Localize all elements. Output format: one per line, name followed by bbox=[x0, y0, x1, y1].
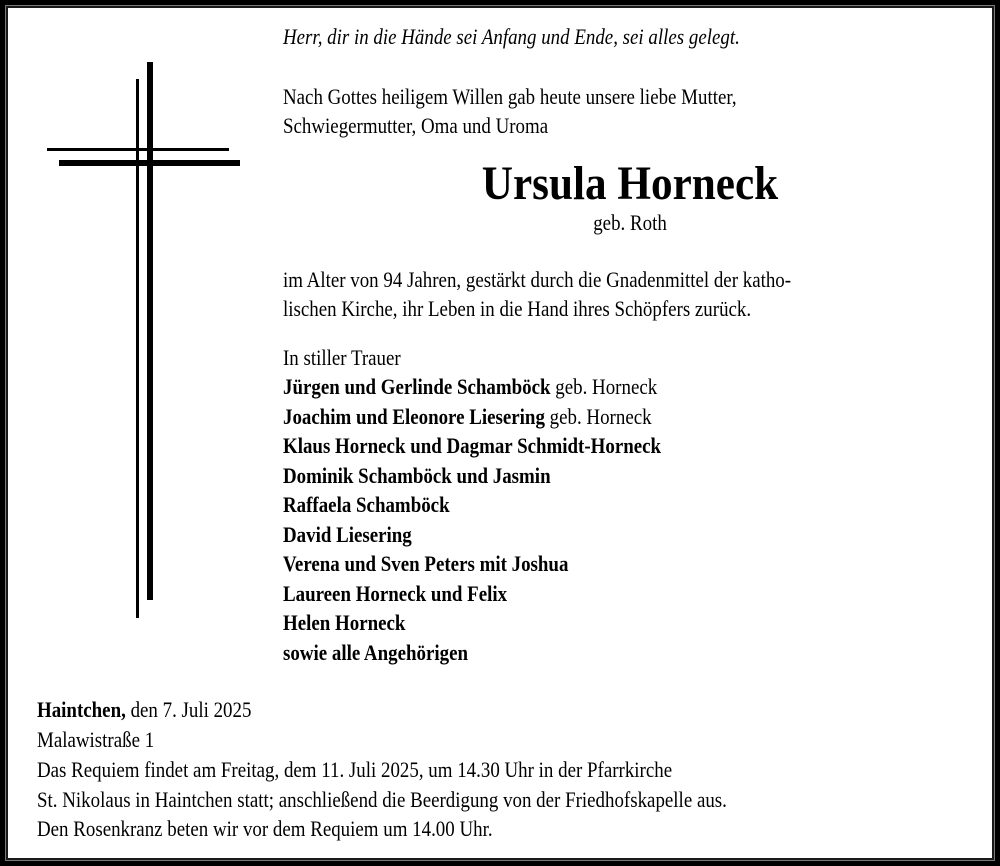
epigraph: Herr, dir in die Hände sei Anfang und Ende, sei alles gelegt. bbox=[283, 24, 740, 49]
mourner-name: Laureen Horneck und Felix bbox=[283, 581, 508, 606]
mourner-name: Klaus Horneck und Dagmar Schmidt-Horneck bbox=[283, 433, 662, 458]
place-date bbox=[37, 697, 251, 723]
mourning-heading: In stiller Trauer bbox=[283, 345, 401, 370]
address: Malawistraße 1 bbox=[37, 727, 155, 752]
service-line-1: Das Requiem findet am Freitag, dem 11. Juli 2025, um 14.30 Uhr in der Pfarrkirche bbox=[37, 757, 673, 782]
mourner-name: Raffaela Schamböck bbox=[283, 492, 450, 517]
mourner-line bbox=[283, 374, 657, 400]
mourner-name: Joachim und Eleonore Liesering bbox=[283, 404, 545, 429]
mourner-name: sowie alle Angehörigen bbox=[283, 640, 468, 665]
place-name: Haintchen, bbox=[37, 697, 126, 722]
mourner-note: geb. Horneck bbox=[544, 404, 652, 429]
service-line-2: St. Nikolaus in Haintchen statt; anschließend die Beerdigung von der Friedhofskapelle aus. bbox=[37, 787, 727, 812]
mourner-line bbox=[283, 463, 551, 489]
mourner-name: Helen Horneck bbox=[283, 610, 406, 635]
age-line-2: lischen Kirche, ihr Leben in die Hand ihres Schöpfers zurück. bbox=[283, 296, 752, 321]
mourner-name: Verena und Sven Peters mit Joshua bbox=[283, 551, 569, 576]
service-line-3: Den Rosenkranz beten wir vor dem Requiem um 14.00 Uhr. bbox=[37, 816, 493, 841]
mourner-name: David Liesering bbox=[283, 522, 412, 547]
mourner-name: Jürgen und Gerlinde Schamböck bbox=[283, 374, 551, 399]
intro-line-2: Schwiegermutter, Oma und Uroma bbox=[283, 113, 549, 138]
intro-line-1: Nach Gottes heiligem Willen gab heute unsere liebe Mutter, bbox=[283, 84, 737, 109]
mourner-line bbox=[283, 640, 468, 666]
mourner-line bbox=[283, 433, 661, 459]
deceased-name: Ursula Horneck bbox=[481, 157, 779, 210]
mourner-line bbox=[283, 581, 507, 607]
mourner-line bbox=[283, 610, 405, 636]
birth-name: geb. Roth bbox=[593, 210, 667, 235]
mourner-line bbox=[283, 522, 412, 548]
mourner-line bbox=[283, 404, 652, 430]
mourner-line bbox=[283, 492, 450, 518]
age-line-1: im Alter von 94 Jahren, gestärkt durch die Gnadenmittel der katho- bbox=[283, 267, 792, 292]
mourner-name: Dominik Schamböck und Jasmin bbox=[283, 463, 551, 488]
date: den 7. Juli 2025 bbox=[125, 697, 252, 722]
mourner-note: geb. Horneck bbox=[550, 374, 658, 399]
mourner-line bbox=[283, 551, 568, 577]
